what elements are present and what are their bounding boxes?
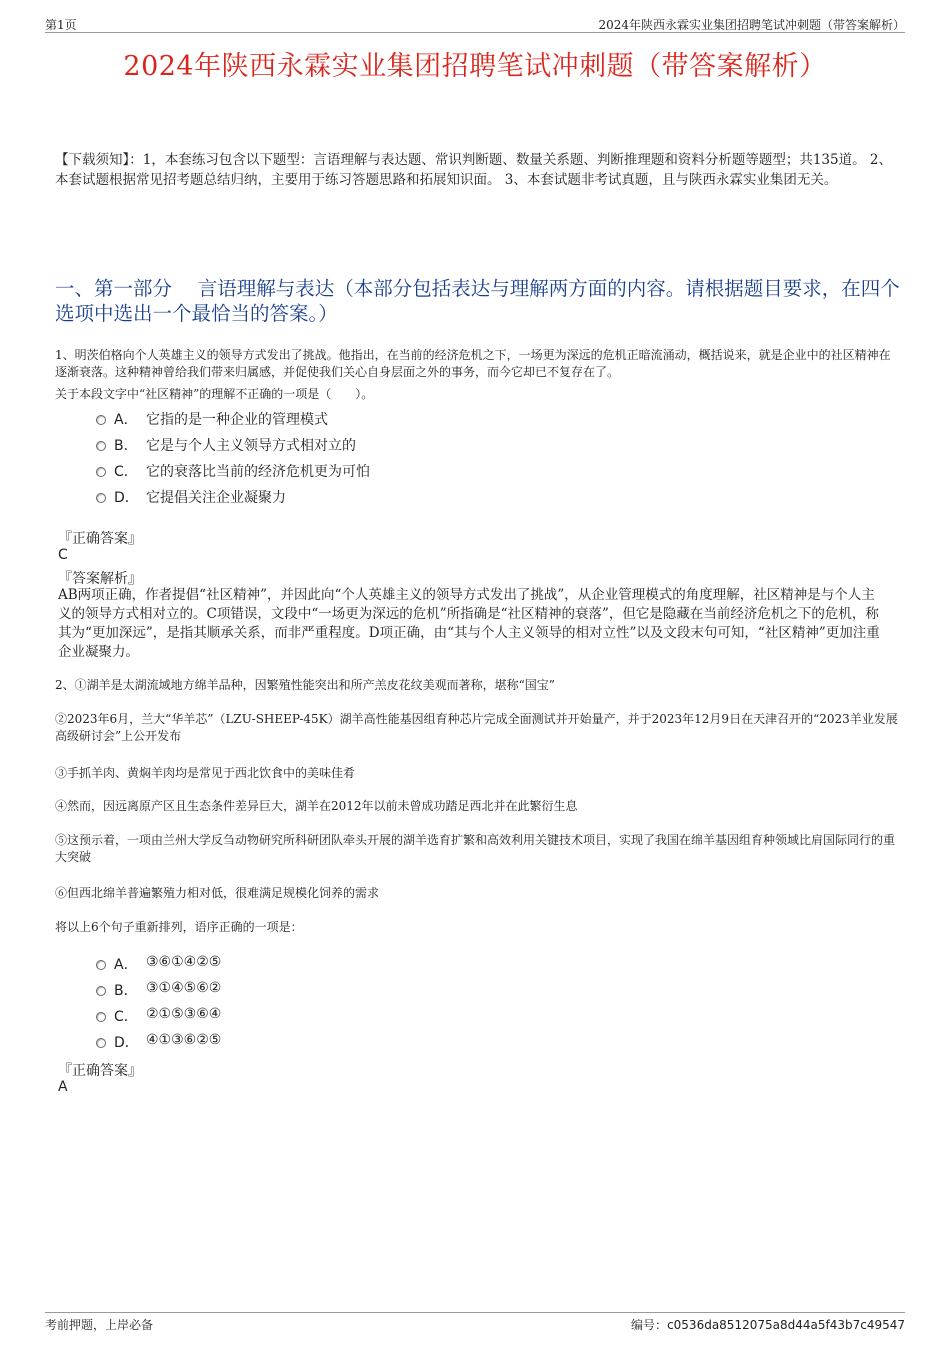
q1-option-d[interactable]: [96, 486, 796, 512]
q2-answer: A: [58, 1079, 68, 1095]
q1-explanation-label: 『答案解析』: [58, 571, 142, 587]
q1-prompt: 关于本段文字中“社区精神”的理解不正确的一项是（ ）。: [55, 387, 374, 401]
radio-button[interactable]: [96, 441, 106, 451]
option-letter: D．: [114, 1035, 139, 1051]
q2-sentence-1: 2、①湖羊是太湖流域地方绵羊品种，因繁殖性能突出和所产羔皮花纹美观而著称，堪称“国宝”: [55, 678, 555, 692]
radio-button[interactable]: [96, 493, 106, 503]
q2-sentence-2: ②2023年6月，兰大“华羊芯”（LZU-SHEEP-45K）湖羊高性能基因组育种芯片完成全面测试并开始量产，并于2023年12月9日在天津召开的“2023羊业发展高级研讨会”上公开发布: [55, 712, 898, 743]
q2-option-b[interactable]: [96, 979, 796, 1005]
page-footer: [45, 1312, 905, 1333]
option-letter: D．: [114, 490, 139, 506]
q2-answer-label: 『正确答案』: [58, 1063, 142, 1079]
option-text: 它指的是一种企业的管理模式: [146, 412, 328, 428]
q1-options: [96, 408, 796, 512]
q2-options: [96, 953, 796, 1057]
q2-sentence-5: ⑤这预示着，一项由兰州大学反刍动物研究所科研团队牵头开展的湖羊选育扩繁和高效利用关键技术项目，实现了我国在绵羊基因组育种领域比肩国际同行的重大突破: [55, 833, 896, 864]
q1-answer-label: 『正确答案』: [58, 531, 142, 547]
option-letter: A．: [114, 412, 138, 428]
q1-option-a[interactable]: [96, 408, 796, 434]
q2-prompt: 将以上6个句子重新排列，语序正确的一项是：: [55, 920, 303, 934]
q2-option-c[interactable]: [96, 1005, 796, 1031]
q1-stem: 1、明茨伯格向个人英雄主义的领导方式发出了挑战。他指出，在当前的经济危机之下，一场更为深远的危机正暗流涌动，概括说来，就是企业中的社区精神在逐渐衰落。这种精神曾给我们带来归属感，并促使我们关心自身层面之外的事务，而今它却已不复存在了。: [55, 348, 891, 379]
radio-button[interactable]: [96, 1038, 106, 1048]
q2-option-d[interactable]: [96, 1031, 796, 1057]
download-notice: 【下载须知】：1，本套练习包含以下题型：言语理解与表达题、常识判断题、数量关系题、判断推理题和资料分析题等题型；共135道。 2、本套试题根据常见招考题总结归纳，主要用于练习答题思路和拓展知识面。 3、本套试题非考试真题，且与陕西永霖实业集团无关。: [55, 152, 892, 188]
page-header: [45, 14, 905, 33]
radio-button[interactable]: [96, 986, 106, 996]
option-text: ④①③⑥②⑤: [146, 1032, 222, 1048]
option-letter: C．: [114, 464, 138, 480]
q2-option-a[interactable]: [96, 953, 796, 979]
option-letter: C．: [114, 1009, 138, 1025]
option-text: ③①④⑤⑥②: [146, 980, 222, 996]
document-title: 2024年陕西永霖实业集团招聘笔试冲刺题（带答案解析）: [123, 51, 827, 82]
section-heading: 一、第一部分 言语理解与表达（本部分包括表达与理解两方面的内容。请根据题目要求，在四个选项中选出一个最恰当的答案。）: [55, 277, 900, 325]
footer-code-label: 编号：: [631, 1318, 668, 1332]
option-text: 它是与个人主义领导方式相对立的: [146, 438, 356, 454]
q2-sentence-6: ⑥但西北绵羊普遍繁殖力相对低，很难满足规模化饲养的需求: [55, 886, 380, 900]
q1-option-b[interactable]: [96, 434, 796, 460]
option-letter: B．: [114, 438, 138, 454]
radio-button[interactable]: [96, 960, 106, 970]
option-text: ②①⑤③⑥④: [146, 1006, 222, 1022]
q1-explanation: AB两项正确，作者提倡“社区精神”，并因此向“个人英雄主义的领导方式发出了挑战”，从企业管理模式的角度理解，社区精神是与个人主义的领导方式相对立的。C项错误，文段中“一场更为深远的危机”所指确是“社区精神的衰落”，但它是隐藏在当前经济危机之下的危机，称其为“更加深远”，是指其顺承关系，而非严重程度。D项正确，由“其与个人主义领导的相对立性”以及文段末句可知，“社区精神”更加注重企业凝聚力。: [58, 587, 880, 660]
footer-slogan: 考前押题，上岸必备: [45, 1318, 154, 1332]
radio-button[interactable]: [96, 1012, 106, 1022]
footer-code: [631, 1316, 905, 1333]
footer-code-value: c0536da8512075a8d44a5f43b7c49547: [667, 1318, 905, 1332]
option-text: 它的衰落比当前的经济危机更为可怕: [146, 464, 370, 480]
option-text: 它提倡关注企业凝聚力: [146, 490, 286, 506]
option-text: ③⑥①④②⑤: [146, 954, 222, 970]
q2-sentence-3: ③手抓羊肉、黄焖羊肉均是常见于西北饮食中的美味佳肴: [55, 766, 356, 780]
option-letter: A．: [114, 957, 138, 973]
q1-answer: C: [58, 547, 68, 563]
q1-option-c[interactable]: [96, 460, 796, 486]
q2-sentence-4: ④然而，因远离原产区且生态条件差异巨大，湖羊在2012年以前未曾成功踏足西北并在此繁衍生息: [55, 799, 578, 813]
option-letter: B．: [114, 983, 138, 999]
radio-button[interactable]: [96, 415, 106, 425]
radio-button[interactable]: [96, 467, 106, 477]
header-doc-title: 2024年陕西永霖实业集团招聘笔试冲刺题（带答案解析）: [598, 18, 905, 32]
page-number: 第1页: [45, 18, 77, 32]
